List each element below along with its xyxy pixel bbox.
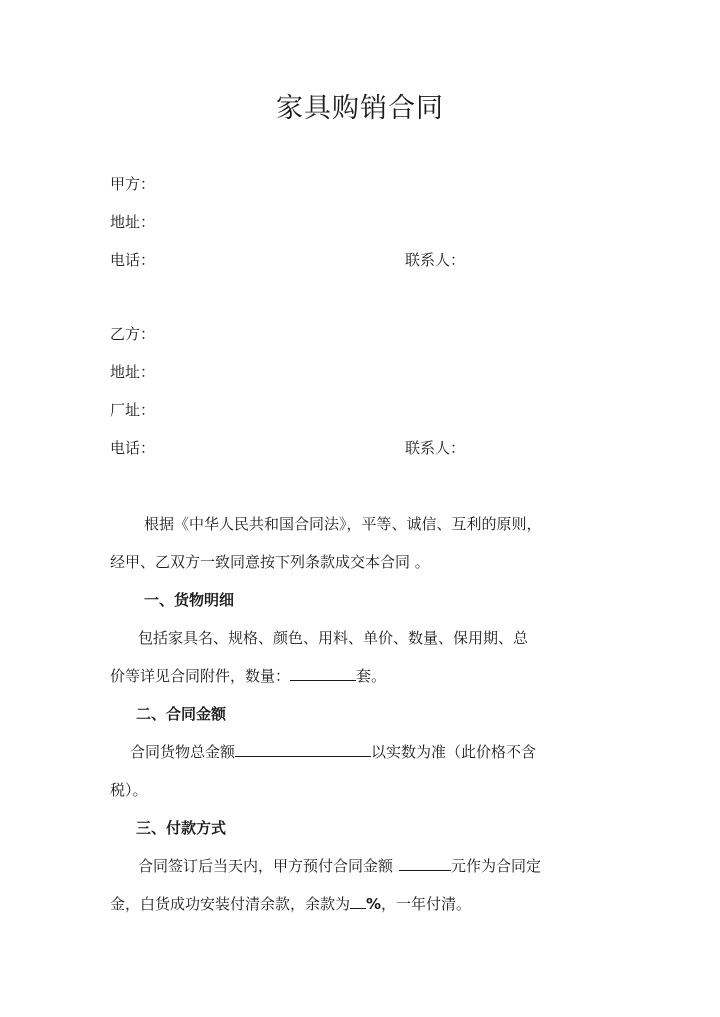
document-title: 家具购销合同 <box>276 93 444 124</box>
section-3-text-before-2: 金，白货成功安装付清余款，余款为 <box>110 895 351 913</box>
section-1-line-1: 包括家具名、规格、颜色、用料、单价、数量、保用期、总 <box>138 629 529 647</box>
percent-sign: % <box>366 895 382 913</box>
party-a-name-label: 甲方： <box>110 175 156 193</box>
section-2-text-before: 合同货物总金额 <box>130 743 236 761</box>
section-3-text-after: 元作为合同定 <box>451 857 542 875</box>
party-b-name-label: 乙方： <box>110 325 156 343</box>
section-1-text-after: 套。 <box>356 667 387 685</box>
section-1-text-before: 价等详见合同附件，数量： <box>110 667 291 685</box>
section-1-line-2 <box>110 665 386 686</box>
section-2-line-1 <box>130 741 536 762</box>
quantity-blank <box>290 665 356 681</box>
section-2-line-2: 税）。 <box>110 781 148 799</box>
party-b-factory-label: 厂址： <box>110 401 156 419</box>
section-3-text-before: 合同签订后当天内，甲方预付合同金额 <box>138 857 394 875</box>
total-amount-blank <box>235 741 371 757</box>
preamble-line-1: 根据《中华人民共和国合同法》，平等、诚信、互利的原则， <box>144 515 542 533</box>
party-a-phone-label: 电话： <box>110 251 156 269</box>
party-b-address-label: 地址： <box>110 363 156 381</box>
section-3-line-2 <box>110 893 471 914</box>
section-2-text-after: 以实数为准（此价格不含 <box>371 743 537 761</box>
balance-percent-blank <box>350 893 366 909</box>
deposit-amount-blank <box>399 855 451 871</box>
party-a-address-label: 地址： <box>110 213 156 231</box>
section-3-heading: 三、付款方式 <box>136 819 227 837</box>
party-b-phone-label: 电话： <box>110 439 156 457</box>
section-3-line-1 <box>138 855 541 876</box>
preamble-line-2: 经甲、乙双方一致同意按下列条款成交本合同 。 <box>110 553 430 571</box>
section-2-heading: 二、合同金额 <box>136 705 227 723</box>
party-b-contact-label: 联系人： <box>405 439 466 457</box>
party-a-contact-label: 联系人： <box>405 251 466 269</box>
section-3-text-after-2: ，一年付清。 <box>381 895 472 913</box>
section-1-heading: 一、货物明细 <box>144 591 235 609</box>
